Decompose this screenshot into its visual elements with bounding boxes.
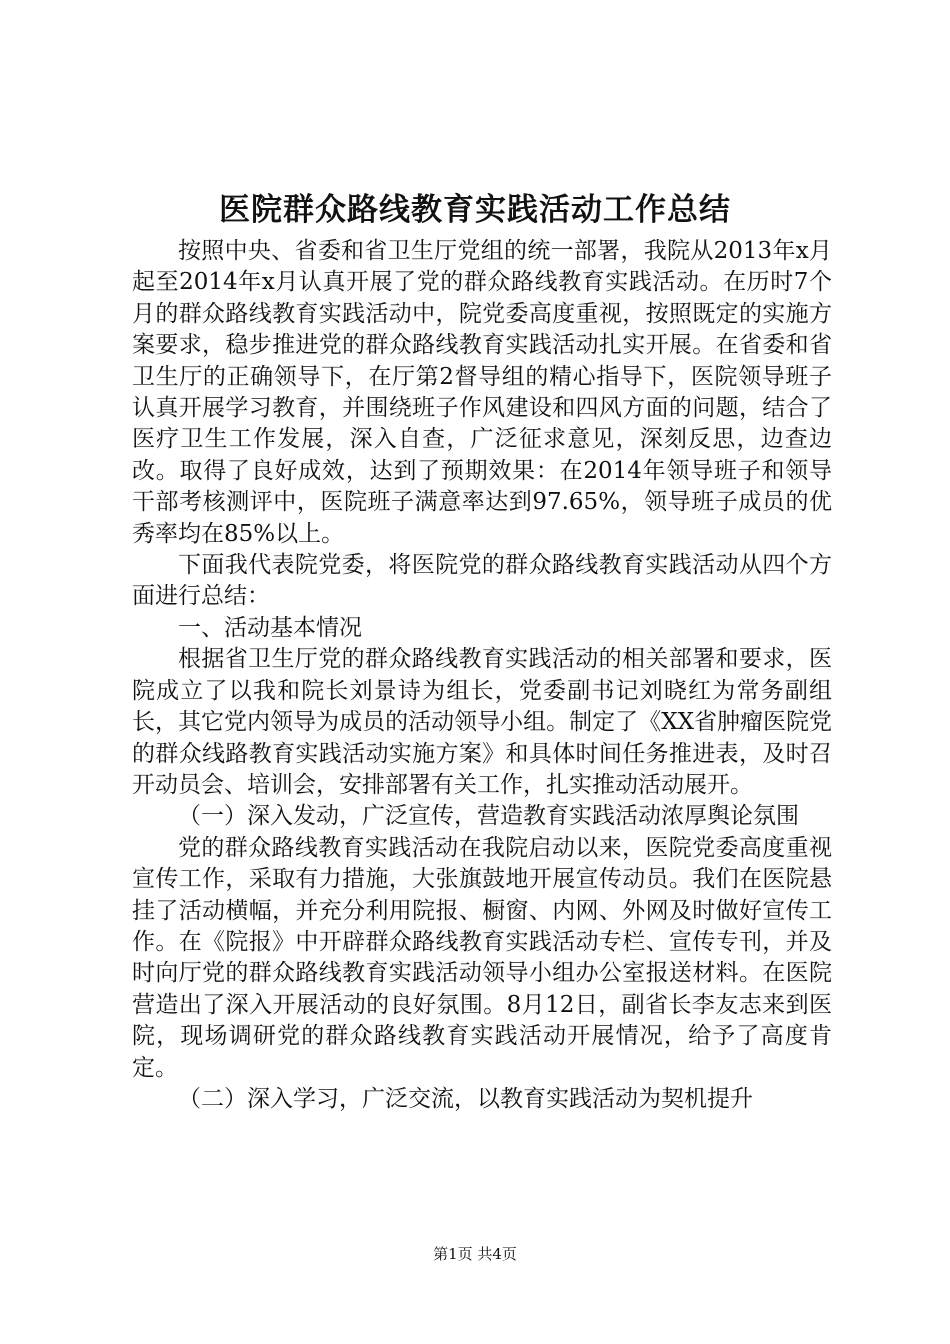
- paragraph-publicity: 党的群众路线教育实践活动在我院启动以来，医院党委高度重视宣传工作，采取有力措施，大张旗鼓地开展宣传动员。我们在医院悬挂了活动横幅，并充分利用院报、橱窗、内网、外网及时做好宣传工作。在《院报》中开辟群众路线教育实践活动专栏、宣传专刊，并及时向厅党的群众路线教育实践活动领导小组办公室报送材料。在医院营造出了深入开展活动的良好氛围。8月12日，副省长李友志来到医院，现场调研党的群众路线教育实践活动开展情况，给予了高度肯定。: [132, 834, 832, 1081]
- subsection-heading-2: （二）深入学习，广泛交流，以教育实践活动为契机提升: [178, 1085, 753, 1112]
- paragraph-intro: 按照中央、省委和省卫生厅党组的统一部署，我院从2013年x月起至2014年x月认真开展了党的群众路线教育实践活动。在历时7个月的群众路线教育实践活动中，院党委高度重视，按照既定的实施方案要求，稳步推进党的群众路线教育实践活动扎实开展。在省委和省卫生厅的正确领导下，在厅第2督导组的精心指导下，医院领导班子认真开展学习教育，并围绕班子作风建设和四风方面的问题，结合了医疗卫生工作发展，深入自查，广泛征求意见，深刻反思，边查边改。取得了良好成效，达到了预期效果：在2014年领导班子和领导干部考核测评中，医院班子满意率达到97.65%，领导班子成员的优秀率均在85%以上。: [132, 238, 832, 547]
- subsection-heading-1: （一）深入发动，广泛宣传，营造教育实践活动浓厚舆论氛围: [178, 803, 799, 830]
- paragraph-summary-lead: 下面我代表院党委，将医院党的群众路线教育实践活动从四个方面进行总结：: [132, 552, 832, 610]
- page-number-footer: 第1页 共4页: [433, 1245, 517, 1263]
- section-heading-1: 一、活动基本情况: [178, 614, 362, 641]
- document-body: [132, 236, 832, 1115]
- document-title: 医院群众路线教育实践活动工作总结: [219, 192, 731, 228]
- paragraph-basic-situation: 根据省卫生厅党的群众路线教育实践活动的相关部署和要求，医院成立了以我和院长刘景诗为组长，党委副书记刘晓红为常务副组长，其它党内领导为成员的活动领导小组。制定了《XX省肿瘤医院党的群众线路教育实践活动实施方案》和具体时间任务推进表，及时召开动员会、培训会，安排部署有关工作，扎实推动活动展开。: [132, 646, 832, 798]
